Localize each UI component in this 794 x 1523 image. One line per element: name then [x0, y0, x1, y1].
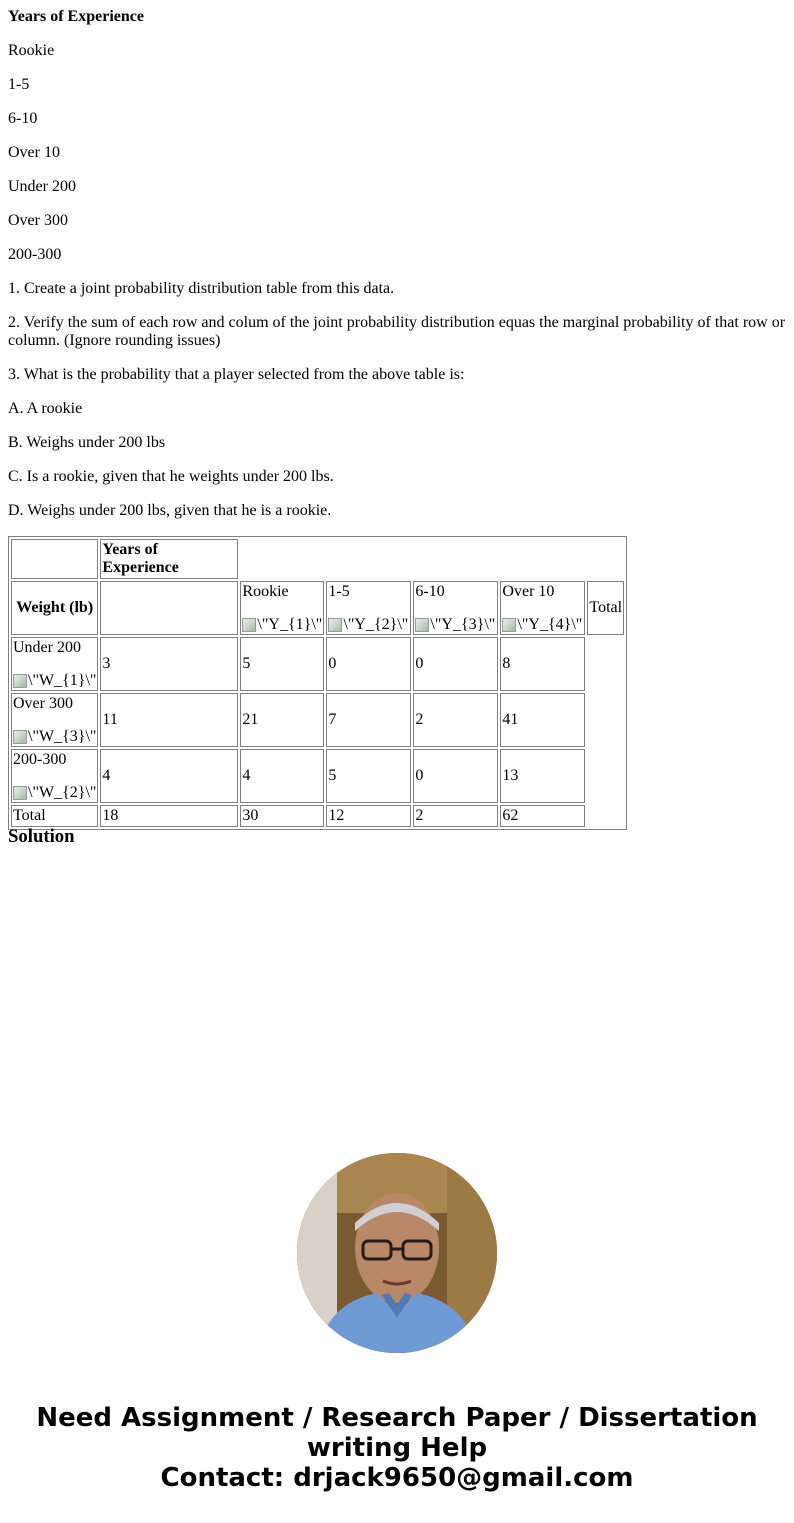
intro-line-200-300: 200-300	[8, 246, 62, 263]
broken-image-icon: \"W_{2}\"	[13, 785, 96, 801]
data-table	[8, 536, 627, 830]
broken-image-icon: \"Y_{4}\"	[502, 617, 583, 633]
intro-line-6-10: 6-10	[8, 110, 38, 127]
table-cell: 4	[100, 749, 238, 803]
table-cell: 12	[326, 805, 411, 827]
promo-banner	[0, 1403, 794, 1493]
table-row-totals	[11, 805, 624, 827]
question-3d: D. Weighs under 200 lbs, given that he is a rookie.	[8, 502, 332, 519]
table-cell: 2	[413, 693, 498, 747]
table-row	[11, 749, 624, 803]
table-row-group-header	[11, 539, 624, 579]
table-cell: 8	[500, 637, 585, 691]
column-header-6-10: 6-10 \"Y_{3}\"	[413, 581, 498, 635]
table-cell: 2	[413, 805, 498, 827]
question-3: 3. What is the probability that a player selected from the above table is:	[8, 366, 465, 383]
column-header-over-10: Over 10 \"Y_{4}\"	[500, 581, 585, 635]
table-cell: 4	[240, 749, 324, 803]
table-cell: 7	[326, 693, 411, 747]
table-row-column-headers	[11, 581, 624, 635]
table-row	[11, 637, 624, 691]
table-cell: 0	[326, 637, 411, 691]
column-header-rookie: Rookie \"Y_{1}\"	[240, 581, 324, 635]
table-cell: 0	[413, 749, 498, 803]
table-cell: 41	[500, 693, 585, 747]
question-1: 1. Create a joint probability distribution table from this data.	[8, 280, 395, 297]
broken-image-icon: \"W_{1}\"	[13, 673, 96, 689]
empty-header-cell	[100, 581, 238, 635]
question-3b: B. Weighs under 200 lbs	[8, 434, 166, 451]
author-portrait-image	[297, 1153, 497, 1353]
document-body	[8, 0, 786, 520]
table-row	[11, 693, 624, 747]
row-label-under-200: Under 200 \"W_{1}\"	[13, 639, 97, 689]
promo-contact: Contact: drjack9650@gmail.com	[160, 1463, 634, 1493]
table-cell: 62	[500, 805, 585, 827]
broken-image-icon: \"W_{3}\"	[13, 729, 96, 745]
intro-line-under-200: Under 200	[8, 178, 76, 195]
table-cell: 5	[326, 749, 411, 803]
table-cell: 0	[413, 637, 498, 691]
table-cell: 11	[100, 693, 238, 747]
intro-line-over-10: Over 10	[8, 144, 60, 161]
table-cell: 30	[240, 805, 324, 827]
broken-image-icon: \"Y_{3}\"	[415, 617, 496, 633]
table-cell: 21	[240, 693, 324, 747]
question-2: 2. Verify the sum of each row and colum of the joint probability distribution equas the marginal probability of that row or column. (Ignore rounding issues)	[8, 314, 786, 349]
intro-line-over-300: Over 300	[8, 212, 68, 229]
column-header-1-5: 1-5 \"Y_{2}\"	[326, 581, 411, 635]
intro-line-rookie: Rookie	[8, 42, 55, 59]
author-avatar	[297, 1153, 497, 1353]
empty-corner-cell	[11, 539, 98, 579]
intro-title: Years of Experience	[8, 8, 144, 25]
row-label-200-300: 200-300 \"W_{2}\"	[13, 751, 97, 801]
intro-line-1-5: 1-5	[8, 76, 30, 93]
row-label-over-300: Over 300 \"W_{3}\"	[13, 695, 97, 745]
column-header-total: Total	[587, 581, 624, 635]
broken-image-icon: \"Y_{2}\"	[328, 617, 409, 633]
broken-image-icon: \"Y_{1}\"	[242, 617, 322, 633]
totals-label: Total	[11, 805, 98, 827]
question-3a: A. A rookie	[8, 400, 83, 417]
table-cell: 18	[100, 805, 238, 827]
table-cell: 3	[100, 637, 238, 691]
table-cell: 5	[240, 637, 324, 691]
promo-line-2: writing Help	[306, 1433, 488, 1463]
solution-heading: Solution	[8, 826, 75, 847]
row-header-cell: Weight (lb)	[11, 581, 98, 635]
group-header-cell: Years of Experience	[100, 539, 238, 579]
question-3c: C. Is a rookie, given that he weights under 200 lbs.	[8, 468, 334, 485]
promo-line-1: Need Assignment / Research Paper / Dissertation	[36, 1403, 758, 1433]
table-cell: 13	[500, 749, 585, 803]
